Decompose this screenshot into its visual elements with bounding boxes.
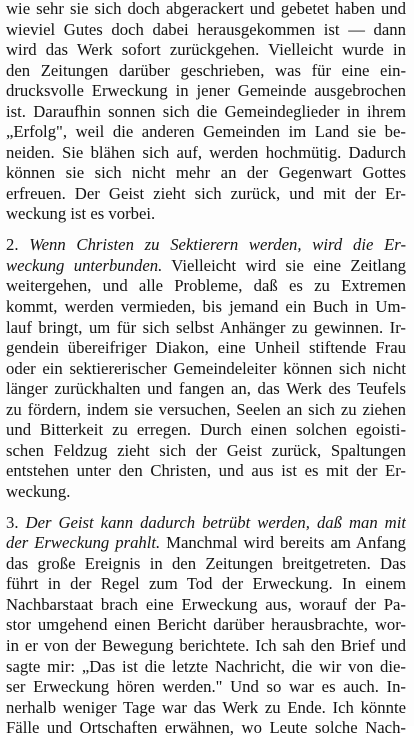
text-line — [6, 235, 406, 256]
text-line: Nachbarstaat brach eine Erweckung aus, worauf der Pa- — [6, 594, 406, 614]
text-line: weitergehen, und alle Probleme, daß es zu Extremen — [6, 276, 406, 296]
text-line: Fälle und Ortschaften erwähnen, wo Leute solche Nach- — [6, 718, 406, 738]
text-line: zu fördern, indem sie versuchen, Seelen an sich zu ziehen — [6, 399, 406, 419]
text-line: ser Erweckung hören werden." Und so war es auch. In- — [6, 677, 406, 697]
text-line: erfreuen. Der Geist zieht sich zurück, und mit der Er- — [6, 183, 406, 203]
text-line: entstehen unter den Christen, und aus ist es mit der Er- — [6, 461, 406, 481]
paragraph-3 — [6, 513, 406, 739]
text-line: länger zurückhalten und fangen an, das Werk des Teufels — [6, 379, 406, 399]
text-line: ist. Daraufhin sonnen sich die Gemeindeglieder in ihrem — [6, 101, 406, 121]
text-line: in er von der Bewegung berichtete. Ich sah den Brief und — [6, 636, 406, 655]
text-line: neiden. Sie blähen sich auf, werden hochmütig. Dadurch — [6, 142, 406, 162]
text-line: drucksvolle Erweckung in jener Gemeinde ausgebrochen — [6, 81, 406, 101]
italic-heading: der Erweckung prahlt. — [6, 533, 161, 553]
paragraph-gap — [6, 225, 406, 235]
text-line: wird das Werk sofort zurückgehen. Vielleicht wurde in — [6, 40, 406, 60]
text-line: führt in der Regel zum Tod der Erweckung. In einem — [6, 574, 406, 594]
text-line: „Erfolg", weil die anderen Gemeinden im Land sie be- — [6, 122, 406, 142]
text-line: nerhalb weniger Tage war das Werk zu Ende. Ich könnte — [6, 697, 406, 717]
item-number: 2. — [6, 235, 30, 255]
text-line — [6, 513, 406, 534]
text-line: stor umgehend einen Bericht darüber herausbrachte, wor- — [6, 615, 406, 635]
text-line: lauf bringt, um für sich selbst Anhänger zu gewinnen. Ir- — [6, 317, 406, 337]
text-line: weckung ist es vorbei. — [6, 204, 156, 224]
italic-heading: Der Geist kann dadurch betrübt werden, daß man mit — [25, 512, 406, 532]
text-line: den Zeitungen darüber geschrieben, was für eine ein- — [6, 60, 406, 80]
text-line: oder ein sektiererischer Gemeindeleiter können sich nicht — [6, 358, 406, 378]
body-text — [6, 0, 406, 739]
text-line: können sie sich nicht mehr an der Gegenwart Gottes — [6, 163, 406, 183]
text-line: weckung. — [6, 481, 71, 501]
text-line — [6, 256, 406, 277]
italic-heading: weckung unterbunden. — [6, 255, 163, 275]
text-line: das große Ereignis in den Zeitungen breitgetreten. Das — [6, 553, 406, 573]
text-line: wieviel Gutes doch dabei herausgekommen ist — dann — [6, 19, 406, 39]
text-line: gendein übereifriger Diakon, eine Unheil stiftende Frau — [6, 338, 406, 358]
text-line — [6, 533, 406, 554]
text-line: und Bitterkeit zu erregen. Durch einen solchen egoisti- — [6, 420, 406, 440]
item-number: 3. — [6, 512, 26, 532]
line-text: Vielleicht wird sie eine Zeitlang — [162, 255, 406, 275]
text-line: schen Feldzug zieht sich der Geist zurück, Spaltungen — [6, 440, 406, 460]
paragraph-1 — [6, 0, 406, 225]
paragraph-2 — [6, 235, 406, 502]
text-line: sagte mir: „Das ist die letzte Nachricht, die wir von die- — [6, 656, 406, 676]
text-line: kommt, werden vermieden, bis jemand ein Buch in Um- — [6, 296, 406, 316]
paragraph-gap — [6, 502, 406, 512]
line-text: Manchmal wird bereits am Anfang — [160, 533, 406, 553]
italic-heading: Wenn Christen zu Sektierern werden, wird die Er- — [29, 235, 406, 255]
text-line: wie sehr sie sich doch abgerackert und gebetet haben und — [6, 0, 406, 18]
